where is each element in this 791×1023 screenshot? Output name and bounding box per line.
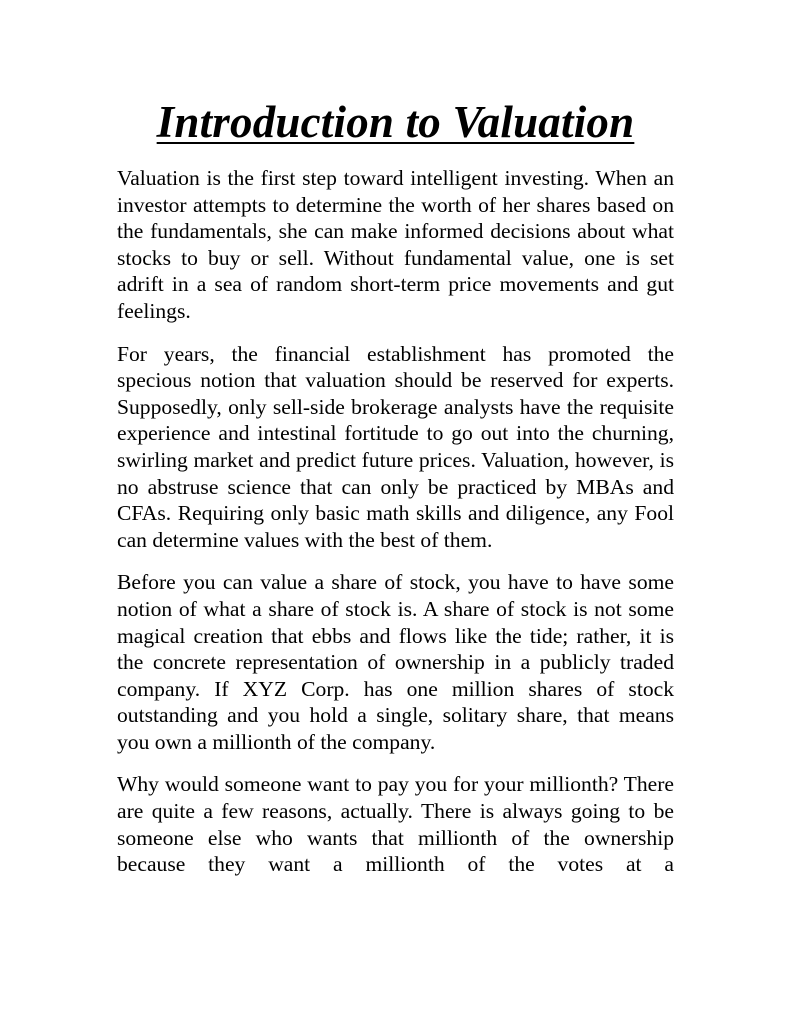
paragraph-2: For years, the financial establishment has promoted the specious notion that valuation should be reserved for experts. Supposedly, only sell-side brokerage analysts have the requisite experience and intestinal fortitude to go out into the churning, swirling market and predict future prices. Valuation, however, is no abstruse science that can only be practiced by MBAs and CFAs. Requiring only basic math skills and diligence, any Fool can determine values with the best of them. — [117, 341, 674, 552]
paragraph-1: Valuation is the first step toward intelligent investing. When an investor attempts to determine the worth of her shares based on the fundamentals, she can make informed decisions about what stocks to buy or sell. Without fundamental value, one is set adrift in a sea of random short-term price movements and gut feelings. — [117, 166, 674, 323]
paragraph-3: Before you can value a share of stock, you have to have some notion of what a share of stock is. A share of stock is not some magical creation that ebbs and flows like the tide; rather, it is the concrete representation of ownership in a publicly traded company. If XYZ Corp. has one million shares of stock outstanding and you hold a single, solitary share, that means you own a millionth of the company. — [117, 570, 674, 754]
document-body — [117, 165, 674, 894]
paragraph-4: Why would someone want to pay you for your millionth? There are quite a few reasons, actually. There is always going to be someone else who wants that millionth of the ownership because they want a millionth of the votes at a — [117, 772, 674, 877]
page-title: Introduction to Valuation — [156, 97, 635, 147]
